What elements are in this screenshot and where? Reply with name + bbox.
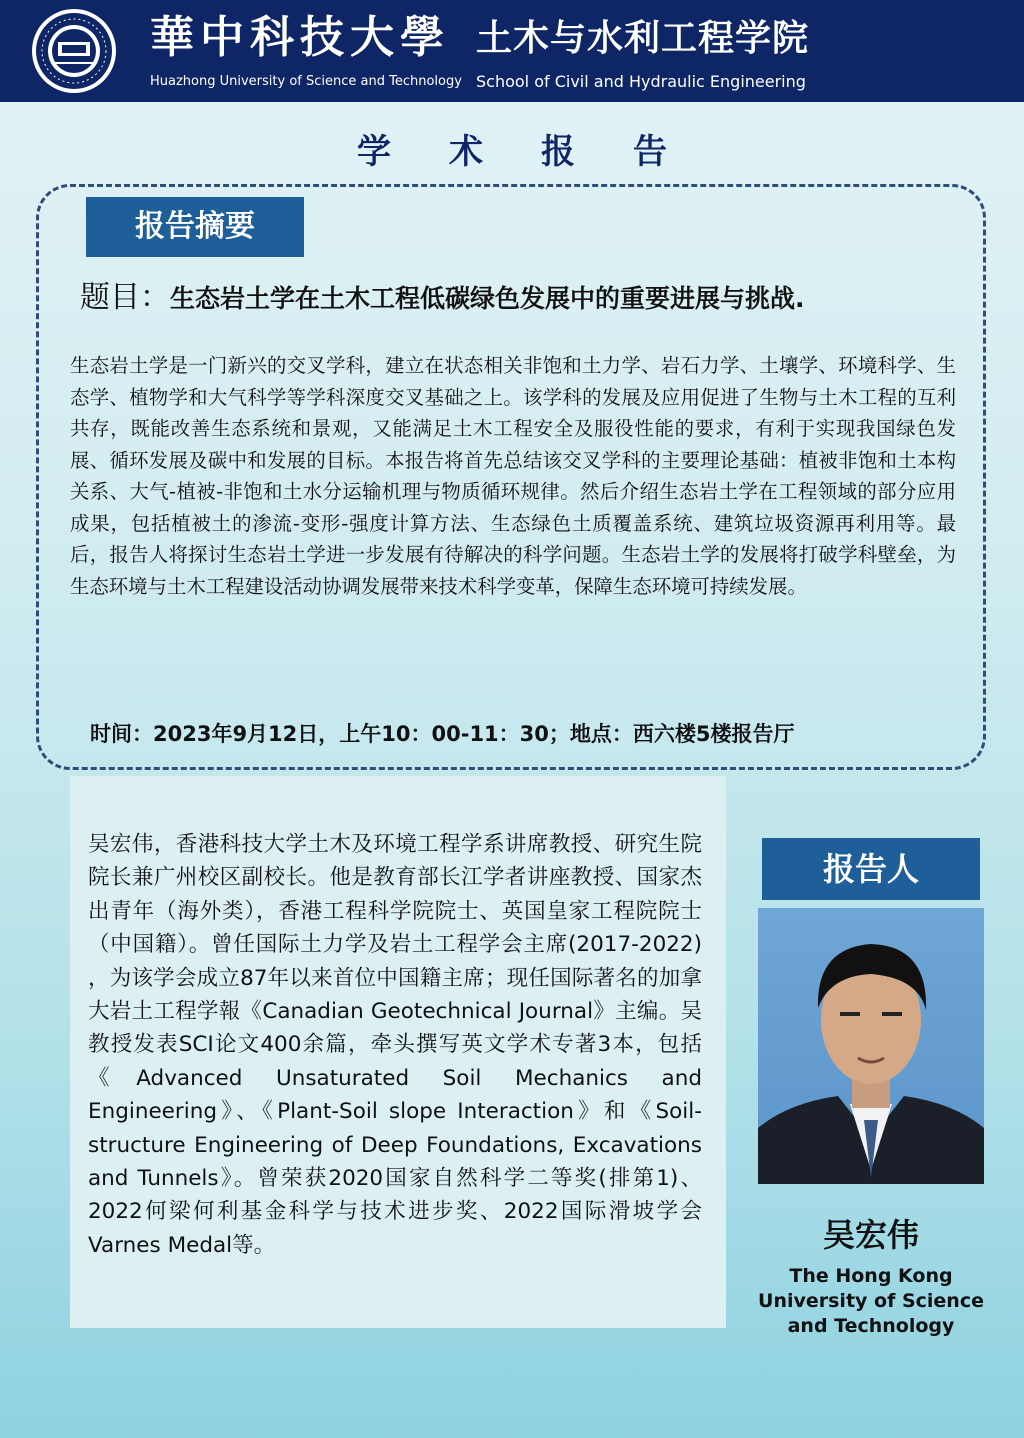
speaker-name: 吴宏伟	[822, 1216, 919, 1254]
university-name-en: Huazhong University of Science and Technology	[150, 74, 462, 89]
hust-seal-logo	[14, 6, 134, 96]
speaker-photo	[758, 908, 984, 1184]
university-name-cn: 華中科技大學	[150, 12, 450, 63]
bio-text: 吴宏伟，香港科技大学土木及环境工程学系讲席教授、研究生院院长兼广州校区副校长。他是教育部长江学者讲座教授、国家杰出青年（海外类），香港工程科学院院士、英国皇家工程院院士（中国籍）。曾任国际土力学及岩土工程学会主席(2017-2022) ，为该学会成立87年以来首位中国籍主席；现任国际著名的加拿大岩土工程学報《Canadian Geotechnical Journal》主编。吴教授发表SCI论文400余篇，牵头撰写英文学术专著3本，包括《Advanced Unsaturated Soil Mechanics and Engineering》、《Plant-Soil slope Interaction》和《Soil-structure Engineering of Deep Foundations, Excavations and Tunnels》。曾荣获2020国家自然科学二等奖(排第1)、2022何梁何利基金科学与技术进步奖、2022国际滑坡学会Varnes Medal等。	[88, 832, 702, 1258]
topic-title: 生态岩土学在土木工程低碳绿色发展中的重要进展与挑战.	[170, 284, 805, 313]
speaker-affiliation: The Hong Kong University of Science and Technology	[758, 1265, 984, 1337]
time-place: 时间：2023年9月12日，上午10：00-11：30；地点：西六楼5楼报告厅	[90, 722, 795, 746]
school-name-cn: 土木与水利工程学院	[476, 18, 810, 59]
abstract-tag: 报告摘要	[86, 197, 304, 257]
topic-line	[80, 278, 805, 319]
speaker-tag: 报告人	[762, 838, 980, 900]
header-banner	[0, 0, 1024, 102]
school-name-en: School of Civil and Hydraulic Engineering	[476, 72, 806, 91]
speaker-portrait-icon	[758, 908, 984, 1184]
topic-label: 题目：	[80, 280, 170, 315]
page-title: 学术报告	[357, 132, 725, 172]
abstract-body: 生态岩土学是一门新兴的交叉学科，建立在状态相关非饱和土力学、岩石力学、土壤学、环境科学、生态学、植物学和大气科学等学科深度交叉基础之上。该学科的发展及应用促进了生物与土木工程的互利共存，既能改善生态系统和景观，又能满足土木工程安全及服役性能的要求，有利于实现我国绿色发展、循环发展及碳中和发展的目标。本报告将首先总结该交叉学科的主要理论基础：植被非饱和土本构关系、大气-植被-非饱和土水分运输机理与物质循环规律。然后介绍生态岩土学在工程领域的部分应用成果，包括植被土的渗流-变形-强度计算方法、生态绿色土质覆盖系统、建筑垃圾资源再利用等。最后，报告人将探讨生态岩土学进一步发展有待解决的科学问题。生态岩土学的发展将打破学科壁垒，为生态环境与土木工程建设活动协调发展带来技术科学变革，保障生态环境可持续发展。	[70, 354, 956, 598]
